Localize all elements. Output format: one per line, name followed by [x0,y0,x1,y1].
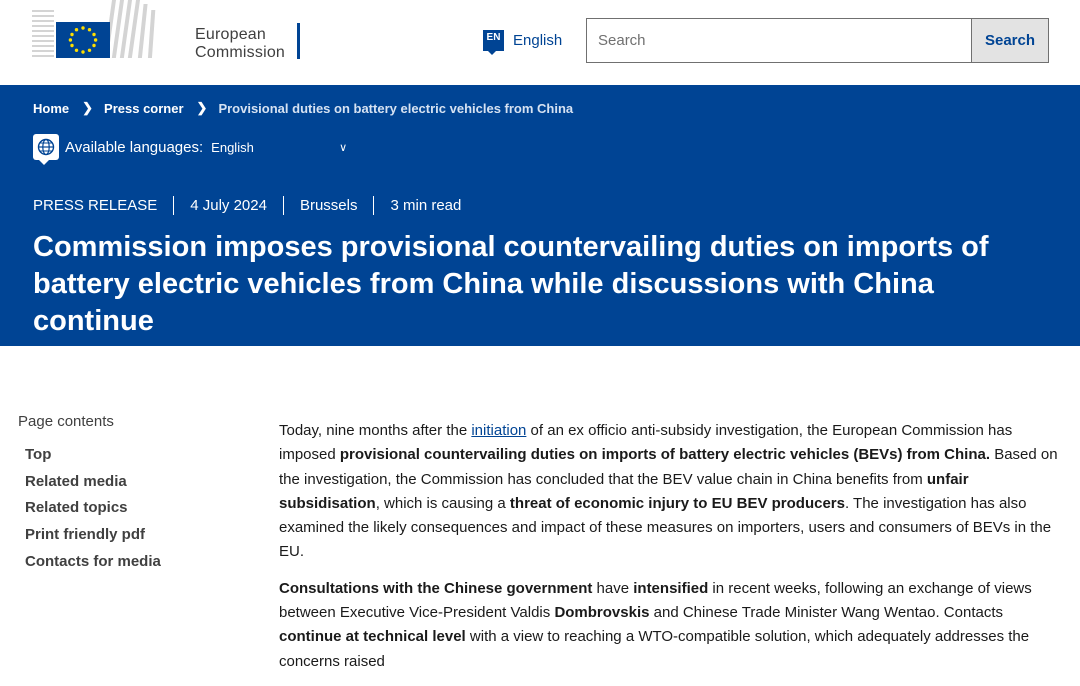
text-run: of an ex officio anti-subsidy investigation, the European Commission has imposed [279,422,1013,464]
text-run: Based on the investigation, the Commission has concluded that the BEV value chain in China benefits from [279,446,1058,488]
logo-text [195,26,285,62]
breadcrumb-press-corner[interactable]: Press corner [104,100,184,116]
article-body [279,419,1064,686]
text-run: in recent weeks, following an exchange of views between Executive Vice-President Valdis [279,579,1032,622]
toc-item-print-pdf[interactable]: Print friendly pdf [25,526,145,544]
bold-run: Consultations with the Chinese government [279,579,593,597]
meta-divider [173,196,174,215]
site-header [0,0,1080,85]
text-run: , which is causing a [375,494,510,512]
logo-divider [297,23,300,59]
bold-run: unfair subsidisation [279,470,969,512]
toc-item-related-media[interactable]: Related media [25,472,127,490]
meta-divider [373,196,374,215]
bold-run: threat of economic injury to EU BEV producers [509,494,845,512]
press-release-meta [33,196,461,215]
page-contents-nav [18,413,161,576]
chevron-down-icon: ∨ [339,141,348,154]
text-run: and Chinese Trade Minister Wang Wentao. Contacts [649,604,1003,622]
text-run: . The investigation has also examined the likely consequences and impact of these measures on importers, users and consumers of BEVs in the EU. [279,494,1052,561]
available-languages [33,134,348,160]
available-languages-label: Available languages: [65,138,204,156]
bold-run: Dombrovskis [554,604,650,622]
language-label: English [513,32,563,49]
text-run: have [592,579,634,597]
language-code-icon: EN [483,30,504,51]
page-contents-heading: Page contents [18,413,114,430]
chevron-right-icon: ❯ [82,100,94,115]
toc-item-contacts-media[interactable]: Contacts for media [25,552,161,570]
initiation-link[interactable]: initiation [471,422,527,439]
logo-line2: Commission [195,44,286,61]
meta-type: PRESS RELEASE [33,197,158,214]
article-paragraph [279,577,1064,674]
meta-divider [283,196,284,215]
search-input[interactable] [586,18,971,63]
toc-item-top[interactable]: Top [25,446,52,463]
text-run: Today, nine months after the [279,422,472,439]
breadcrumb-home[interactable]: Home [33,100,70,116]
bold-run: provisional countervailing duties on imports of battery electric vehicles (BEVs) from China. [339,446,991,464]
search-form [586,18,1049,63]
logo-line1: European [195,26,266,43]
meta-read-time: 3 min read [390,197,462,214]
bold-run: intensified [633,579,709,597]
article-paragraph [279,419,1064,565]
chevron-right-icon: ❯ [196,100,208,115]
meta-date: 4 July 2024 [190,197,267,214]
breadcrumb [33,100,573,116]
meta-location: Brussels [299,197,358,214]
page-banner [0,85,1080,346]
breadcrumb-current: Provisional duties on battery electric vehicles from China [218,100,574,116]
european-commission-logo[interactable] [32,0,286,62]
language-select-value: English [211,139,254,155]
text-run: with a view to reaching a WTO-compatible solution, which adequately addresses the concerns raised [279,628,1030,670]
language-select[interactable] [211,139,348,155]
search-button[interactable]: Search [971,18,1049,63]
globe-icon [33,134,59,160]
page-title: Commission imposes provisional countervailing duties on imports of battery electric vehicles from China while discussions with China continue [33,231,989,337]
bold-run: continue at technical level [279,628,466,646]
toc-item-related-topics[interactable]: Related topics [25,499,128,517]
language-switcher[interactable] [483,30,562,51]
